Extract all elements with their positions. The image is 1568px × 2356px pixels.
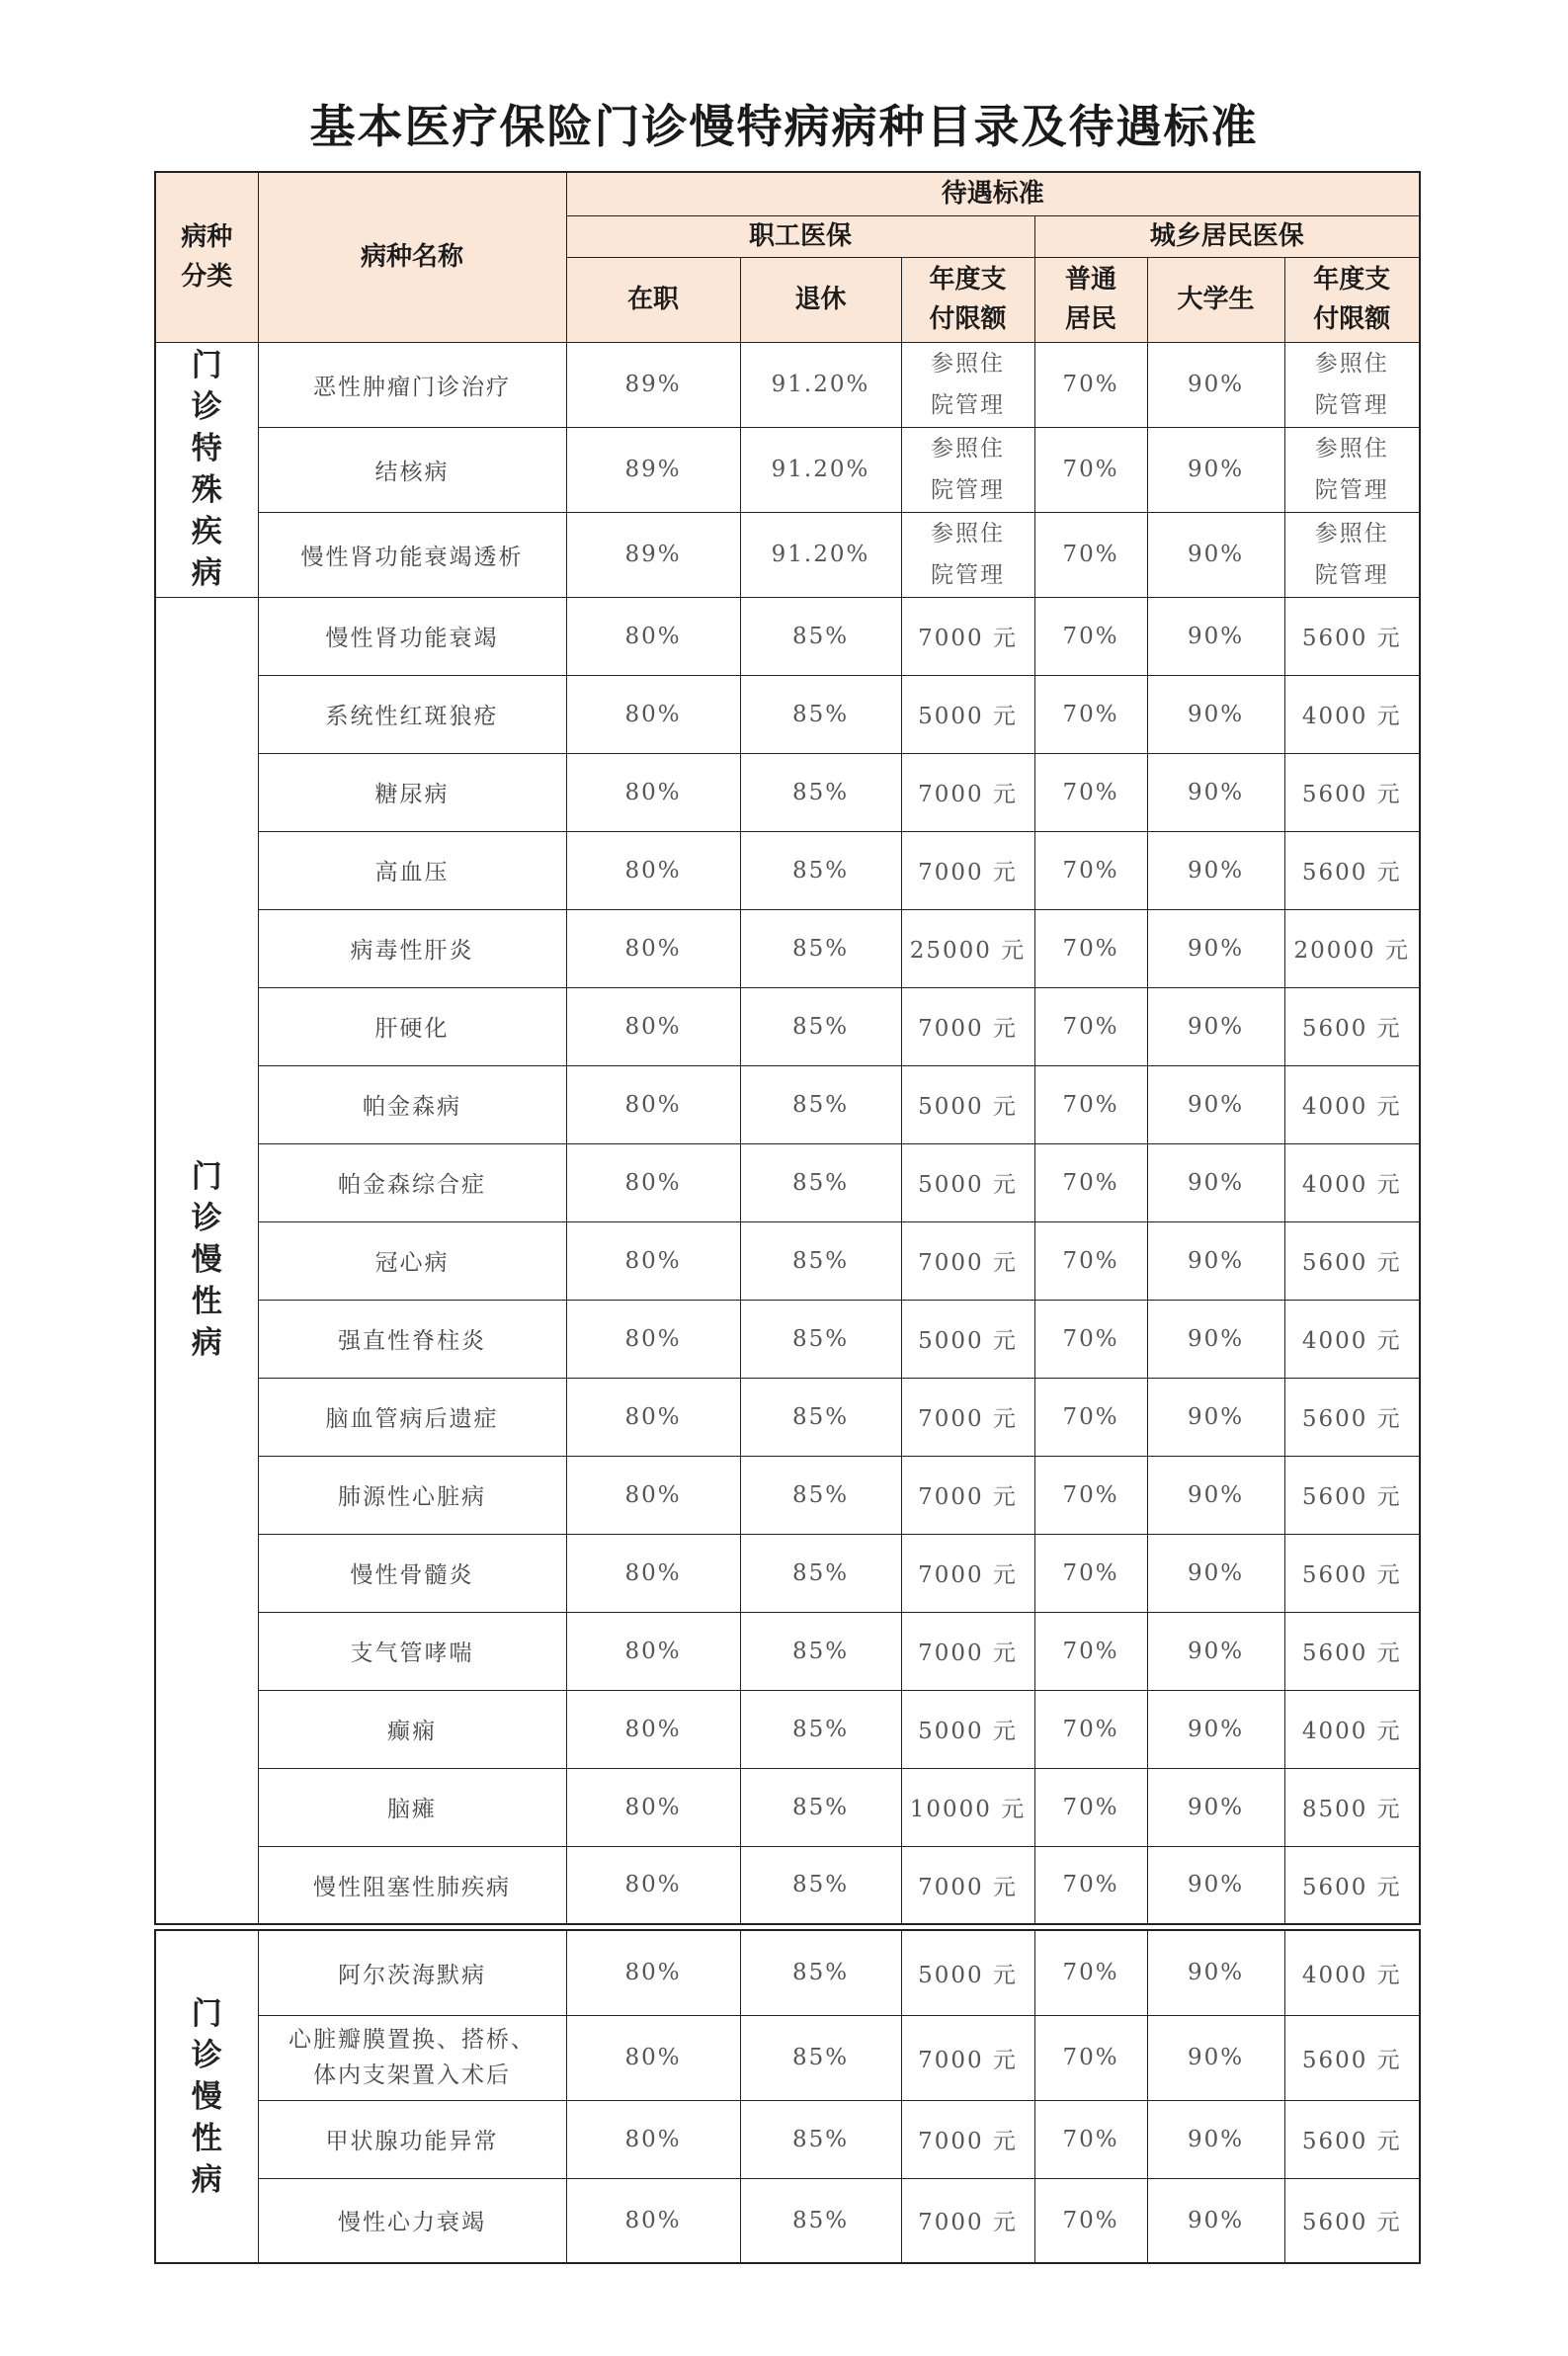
category-cell	[155, 1930, 258, 2263]
table-row	[155, 1768, 1420, 1846]
student-rate-cell: 90%	[1147, 675, 1284, 753]
disease-name-cell: 恶性肿瘤门诊治疗	[258, 342, 566, 427]
employed-rate-cell: 80%	[566, 597, 740, 675]
retired-rate-cell: 85%	[740, 2015, 901, 2100]
resident-annual-limit-cell: 5600 元	[1284, 1534, 1420, 1612]
retired-rate-cell: 85%	[740, 831, 901, 909]
retired-rate-cell: 85%	[740, 1378, 901, 1456]
category-label: 门诊慢性病	[191, 1159, 222, 1362]
retired-rate-cell: 85%	[740, 2100, 901, 2178]
retired-rate-cell: 91.20%	[740, 342, 901, 427]
table-row	[155, 427, 1420, 512]
student-rate-cell: 90%	[1147, 753, 1284, 831]
student-rate-cell: 90%	[1147, 342, 1284, 427]
annual-limit-cell: 7000 元	[901, 2100, 1034, 2178]
disease-name-cell: 病毒性肝炎	[258, 909, 566, 987]
ordinary-resident-rate-cell: 70%	[1034, 512, 1147, 597]
annual-limit-cell: 参照住院管理	[901, 512, 1034, 597]
table-row	[155, 1846, 1420, 1924]
employed-rate-cell: 89%	[566, 427, 740, 512]
student-rate-cell: 90%	[1147, 1534, 1284, 1612]
student-rate-cell: 90%	[1147, 1768, 1284, 1846]
disease-name-cell: 肝硬化	[258, 987, 566, 1065]
resident-annual-limit-cell: 20000 元	[1284, 909, 1420, 987]
resident-annual-limit-cell: 5600 元	[1284, 831, 1420, 909]
student-rate-cell: 90%	[1147, 2100, 1284, 2178]
employed-rate-cell: 89%	[566, 342, 740, 427]
annual-limit-cell: 7000 元	[901, 597, 1034, 675]
table-row	[155, 512, 1420, 597]
category-cell	[155, 342, 258, 597]
resident-annual-limit-cell: 4000 元	[1284, 1065, 1420, 1143]
table-row	[155, 2178, 1420, 2263]
employed-rate-cell: 80%	[566, 1768, 740, 1846]
employed-rate-cell: 80%	[566, 831, 740, 909]
annual-limit-cell: 5000 元	[901, 675, 1034, 753]
student-rate-cell: 90%	[1147, 831, 1284, 909]
resident-annual-limit-cell: 参照住院管理	[1284, 427, 1420, 512]
disease-name-cell: 系统性红斑狼疮	[258, 675, 566, 753]
disease-name-cell: 帕金森病	[258, 1065, 566, 1143]
ordinary-resident-rate-cell: 70%	[1034, 831, 1147, 909]
disease-name-cell: 冠心病	[258, 1221, 566, 1300]
annual-limit-cell: 7000 元	[901, 1221, 1034, 1300]
student-rate-cell: 90%	[1147, 512, 1284, 597]
table-row	[155, 1612, 1420, 1690]
disease-name-cell: 慢性骨髓炎	[258, 1534, 566, 1612]
employed-rate-cell: 89%	[566, 512, 740, 597]
employed-rate-cell: 80%	[566, 1534, 740, 1612]
retired-rate-cell: 85%	[740, 1612, 901, 1690]
ordinary-resident-rate-cell: 70%	[1034, 427, 1147, 512]
table-row	[155, 1534, 1420, 1612]
resident-annual-limit-cell: 5600 元	[1284, 597, 1420, 675]
ordinary-resident-rate-cell: 70%	[1034, 1221, 1147, 1300]
student-rate-cell: 90%	[1147, 987, 1284, 1065]
resident-annual-limit-cell: 4000 元	[1284, 1690, 1420, 1768]
ordinary-resident-rate-cell: 70%	[1034, 1846, 1147, 1924]
table-row	[155, 597, 1420, 675]
retired-rate-cell: 85%	[740, 1690, 901, 1768]
retired-rate-cell: 91.20%	[740, 512, 901, 597]
student-rate-cell: 90%	[1147, 1612, 1284, 1690]
retired-rate-cell: 85%	[740, 909, 901, 987]
retired-rate-cell: 85%	[740, 1300, 901, 1378]
annual-limit-cell: 7000 元	[901, 753, 1034, 831]
employed-rate-cell: 80%	[566, 1300, 740, 1378]
resident-annual-limit-cell: 5600 元	[1284, 2100, 1420, 2178]
student-rate-cell: 90%	[1147, 2178, 1284, 2263]
student-rate-cell: 90%	[1147, 1221, 1284, 1300]
retired-rate-cell: 85%	[740, 2178, 901, 2263]
retired-rate-cell: 85%	[740, 987, 901, 1065]
annual-limit-cell: 参照住院管理	[901, 427, 1034, 512]
employed-rate-cell: 80%	[566, 1065, 740, 1143]
table-row	[155, 1378, 1420, 1456]
employed-rate-cell: 80%	[566, 1221, 740, 1300]
resident-annual-limit-cell: 5600 元	[1284, 1378, 1420, 1456]
employed-rate-cell: 80%	[566, 1456, 740, 1534]
retired-rate-cell: 85%	[740, 1221, 901, 1300]
ordinary-resident-rate-cell: 70%	[1034, 753, 1147, 831]
retired-rate-cell: 85%	[740, 1534, 901, 1612]
ordinary-resident-rate-cell: 70%	[1034, 2015, 1147, 2100]
student-rate-cell: 90%	[1147, 597, 1284, 675]
table-row	[155, 2015, 1420, 2100]
employed-rate-cell: 80%	[566, 1143, 740, 1221]
resident-annual-limit-cell: 5600 元	[1284, 2178, 1420, 2263]
table-row	[155, 675, 1420, 753]
category-cell	[155, 597, 258, 1924]
retired-rate-cell: 85%	[740, 597, 901, 675]
header-ordinary-resident: 普通 居民	[1034, 257, 1147, 342]
retired-rate-cell: 91.20%	[740, 427, 901, 512]
annual-limit-cell: 7000 元	[901, 987, 1034, 1065]
student-rate-cell: 90%	[1147, 909, 1284, 987]
benefit-table	[154, 171, 1421, 1925]
employed-rate-cell: 80%	[566, 1612, 740, 1690]
table-row	[155, 831, 1420, 909]
annual-limit-cell: 5000 元	[901, 1690, 1034, 1768]
annual-limit-cell: 7000 元	[901, 1456, 1034, 1534]
ordinary-resident-rate-cell: 70%	[1034, 2178, 1147, 2263]
disease-name-cell: 强直性脊柱炎	[258, 1300, 566, 1378]
retired-rate-cell: 85%	[740, 1065, 901, 1143]
annual-limit-cell: 7000 元	[901, 1846, 1034, 1924]
table-row	[155, 753, 1420, 831]
header-category: 病种 分类	[155, 172, 258, 342]
ordinary-resident-rate-cell: 70%	[1034, 1768, 1147, 1846]
employed-rate-cell: 80%	[566, 2178, 740, 2263]
table-row	[155, 342, 1420, 427]
annual-limit-cell: 5000 元	[901, 1300, 1034, 1378]
resident-annual-limit-cell: 参照住院管理	[1284, 512, 1420, 597]
student-rate-cell: 90%	[1147, 1378, 1284, 1456]
retired-rate-cell: 85%	[740, 1143, 901, 1221]
employed-rate-cell: 80%	[566, 2015, 740, 2100]
annual-limit-cell: 5000 元	[901, 1930, 1034, 2015]
student-rate-cell: 90%	[1147, 2015, 1284, 2100]
retired-rate-cell: 85%	[740, 1768, 901, 1846]
resident-annual-limit-cell: 8500 元	[1284, 1768, 1420, 1846]
header-employee-insurance: 职工医保	[566, 215, 1034, 257]
resident-annual-limit-cell: 5600 元	[1284, 753, 1420, 831]
resident-annual-limit-cell: 5600 元	[1284, 1456, 1420, 1534]
student-rate-cell: 90%	[1147, 1456, 1284, 1534]
table-row	[155, 1221, 1420, 1300]
disease-name-cell: 脑血管病后遗症	[258, 1378, 566, 1456]
student-rate-cell: 90%	[1147, 1065, 1284, 1143]
ordinary-resident-rate-cell: 70%	[1034, 1534, 1147, 1612]
table-row	[155, 987, 1420, 1065]
resident-annual-limit-cell: 4000 元	[1284, 1143, 1420, 1221]
student-rate-cell: 90%	[1147, 1930, 1284, 2015]
header-retired: 退休	[740, 257, 901, 342]
student-rate-cell: 90%	[1147, 1690, 1284, 1768]
ordinary-resident-rate-cell: 70%	[1034, 1612, 1147, 1690]
employed-rate-cell: 80%	[566, 2100, 740, 2178]
benefit-table-continued	[154, 1929, 1421, 2264]
resident-annual-limit-cell: 5600 元	[1284, 1612, 1420, 1690]
annual-limit-cell: 7000 元	[901, 1378, 1034, 1456]
category-label: 门诊特殊疾病	[191, 348, 222, 591]
retired-rate-cell: 85%	[740, 1456, 901, 1534]
retired-rate-cell: 85%	[740, 675, 901, 753]
ordinary-resident-rate-cell: 70%	[1034, 1930, 1147, 2015]
ordinary-resident-rate-cell: 70%	[1034, 1456, 1147, 1534]
header-disease-name: 病种名称	[258, 172, 566, 342]
student-rate-cell: 90%	[1147, 1846, 1284, 1924]
disease-name-cell: 肺源性心脏病	[258, 1456, 566, 1534]
employed-rate-cell: 80%	[566, 1690, 740, 1768]
table-row	[155, 2100, 1420, 2178]
ordinary-resident-rate-cell: 70%	[1034, 2100, 1147, 2178]
disease-name-cell: 甲状腺功能异常	[258, 2100, 566, 2178]
ordinary-resident-rate-cell: 70%	[1034, 342, 1147, 427]
header-employed: 在职	[566, 257, 740, 342]
header-resident-annual-limit: 年度支 付限额	[1284, 257, 1420, 342]
header-student: 大学生	[1147, 257, 1284, 342]
annual-limit-cell: 25000 元	[901, 909, 1034, 987]
employed-rate-cell: 80%	[566, 1846, 740, 1924]
table-row	[155, 1930, 1420, 2015]
retired-rate-cell: 85%	[740, 1846, 901, 1924]
disease-name-cell: 结核病	[258, 427, 566, 512]
disease-name-cell: 阿尔茨海默病	[258, 1930, 566, 2015]
annual-limit-cell: 7000 元	[901, 2015, 1034, 2100]
ordinary-resident-rate-cell: 70%	[1034, 909, 1147, 987]
table-row	[155, 909, 1420, 987]
table-row	[155, 1456, 1420, 1534]
category-label: 门诊慢性病	[191, 1995, 222, 2198]
page-title: 基本医疗保险门诊慢特病病种目录及待遇标准	[309, 100, 1259, 153]
annual-limit-cell: 7000 元	[901, 1612, 1034, 1690]
ordinary-resident-rate-cell: 70%	[1034, 1300, 1147, 1378]
resident-annual-limit-cell: 4000 元	[1284, 675, 1420, 753]
ordinary-resident-rate-cell: 70%	[1034, 1065, 1147, 1143]
resident-annual-limit-cell: 5600 元	[1284, 987, 1420, 1065]
annual-limit-cell: 7000 元	[901, 831, 1034, 909]
resident-annual-limit-cell: 5600 元	[1284, 2015, 1420, 2100]
disease-name-cell: 脑瘫	[258, 1768, 566, 1846]
ordinary-resident-rate-cell: 70%	[1034, 1690, 1147, 1768]
annual-limit-cell: 5000 元	[901, 1143, 1034, 1221]
table-row	[155, 1690, 1420, 1768]
disease-name-cell: 慢性心力衰竭	[258, 2178, 566, 2263]
employed-rate-cell: 80%	[566, 1930, 740, 2015]
annual-limit-cell: 10000 元	[901, 1768, 1034, 1846]
resident-annual-limit-cell: 参照住院管理	[1284, 342, 1420, 427]
disease-name-cell: 糖尿病	[258, 753, 566, 831]
disease-name-cell: 高血压	[258, 831, 566, 909]
disease-name-cell: 慢性阻塞性肺疾病	[258, 1846, 566, 1924]
student-rate-cell: 90%	[1147, 1143, 1284, 1221]
retired-rate-cell: 85%	[740, 1930, 901, 2015]
annual-limit-cell: 7000 元	[901, 2178, 1034, 2263]
ordinary-resident-rate-cell: 70%	[1034, 597, 1147, 675]
employed-rate-cell: 80%	[566, 909, 740, 987]
header-annual-limit: 年度支 付限额	[901, 257, 1034, 342]
annual-limit-cell: 5000 元	[901, 1065, 1034, 1143]
ordinary-resident-rate-cell: 70%	[1034, 1143, 1147, 1221]
header-resident-insurance: 城乡居民医保	[1034, 215, 1420, 257]
header-benefit-standard: 待遇标准	[566, 172, 1420, 215]
resident-annual-limit-cell: 4000 元	[1284, 1300, 1420, 1378]
disease-name-cell: 支气管哮喘	[258, 1612, 566, 1690]
student-rate-cell: 90%	[1147, 427, 1284, 512]
disease-name-cell: 癫痫	[258, 1690, 566, 1768]
ordinary-resident-rate-cell: 70%	[1034, 987, 1147, 1065]
ordinary-resident-rate-cell: 70%	[1034, 675, 1147, 753]
resident-annual-limit-cell: 5600 元	[1284, 1221, 1420, 1300]
employed-rate-cell: 80%	[566, 675, 740, 753]
disease-name-cell: 慢性肾功能衰竭	[258, 597, 566, 675]
employed-rate-cell: 80%	[566, 753, 740, 831]
employed-rate-cell: 80%	[566, 987, 740, 1065]
disease-name-cell: 帕金森综合症	[258, 1143, 566, 1221]
table-row	[155, 1300, 1420, 1378]
resident-annual-limit-cell: 5600 元	[1284, 1846, 1420, 1924]
employed-rate-cell: 80%	[566, 1378, 740, 1456]
disease-name-cell: 慢性肾功能衰竭透析	[258, 512, 566, 597]
table-row	[155, 1143, 1420, 1221]
resident-annual-limit-cell: 4000 元	[1284, 1930, 1420, 2015]
student-rate-cell: 90%	[1147, 1300, 1284, 1378]
ordinary-resident-rate-cell: 70%	[1034, 1378, 1147, 1456]
retired-rate-cell: 85%	[740, 753, 901, 831]
annual-limit-cell: 7000 元	[901, 1534, 1034, 1612]
table-row	[155, 1065, 1420, 1143]
annual-limit-cell: 参照住院管理	[901, 342, 1034, 427]
disease-name-cell: 心脏瓣膜置换、搭桥、 体内支架置入术后	[258, 2015, 566, 2100]
